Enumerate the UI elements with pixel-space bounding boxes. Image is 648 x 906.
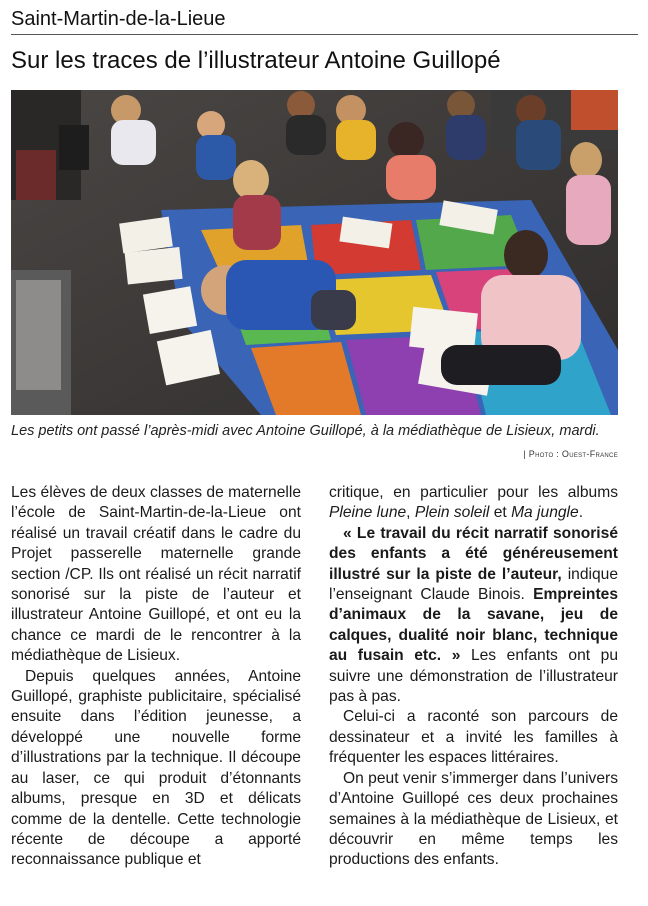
album-title: Plein soleil	[414, 504, 490, 522]
article-column-left	[11, 483, 301, 871]
text-run: et	[489, 504, 512, 522]
text-run: Les enfants ont pu suivre une démonstration de l’illustrateur pas à pas.	[329, 647, 618, 706]
paragraph	[329, 483, 618, 524]
text-run: indique l’enseignant Claude Binois.	[329, 565, 618, 604]
paragraph-quote	[329, 524, 618, 708]
photo-children-drawing-on-rug	[11, 90, 618, 415]
article-headline: Sur les traces de l’illustrateur Antoine Guillopé	[11, 47, 501, 74]
paragraph: Les élèves de deux classes de maternelle l’école de Saint-Martin-de-la-Lieue ont réalisé un travail créatif dans le cadre du Projet passerelle maternelle grande section /CP. Ils ont réalisé un récit narratif sonorisé sur la piste de l’auteur et illustrateur Antoine Guillopé, et ont eu la chance ce mardi de le rencontrer à la médiathèque de Lisieux.	[11, 484, 301, 665]
article-column-right	[329, 483, 618, 871]
text-run: .	[578, 504, 584, 522]
quote-text: Empreintes d’animaux de la savane, jeu de calques, dualité noir blanc, technique au fusain etc. »	[329, 586, 618, 665]
album-title: Ma jungle	[511, 504, 579, 522]
paragraph: Celui-ci a raconté son parcours de dessinateur et a invité les familles à fréquenter les espaces littéraires.	[329, 708, 618, 767]
photo-caption: Les petits ont passé l’après-midi avec Antoine Guillopé, à la médiathèque de Lisieux, mardi.	[11, 423, 600, 439]
paragraph: On peut venir s’immerger dans l’univers d’Antoine Guillopé ces deux prochaines semaines à la médiathèque de Lisieux, et découvrir en même temps les productions des enfants.	[329, 769, 618, 869]
album-title: Pleine lune	[329, 504, 407, 522]
article-photo	[11, 90, 618, 415]
locality-heading: Saint-Martin-de-la-Lieue	[11, 6, 638, 35]
photo-credit: | Photo : Ouest-France	[523, 449, 618, 459]
quote-text: « Le travail du récit narratif sonorisé des enfants a été généreusement illustré sur la piste de l’auteur,	[329, 524, 618, 583]
text-run: critique, en particulier pour les albums	[329, 484, 618, 501]
paragraph: Depuis quelques années, Antoine Guillopé, graphiste publicitaire, spécialisé ensuite dans l’édition jeunesse, a développé une nouvelle forme d’illustrations par la technique. Il découpe au laser, ce qui produit d’étonnants albums, presque en 3D et délicats comme de la dentelle. Cette technologie récente de découpe a apporté reconnaissance publique et	[11, 667, 301, 869]
text-run: ,	[406, 504, 415, 522]
